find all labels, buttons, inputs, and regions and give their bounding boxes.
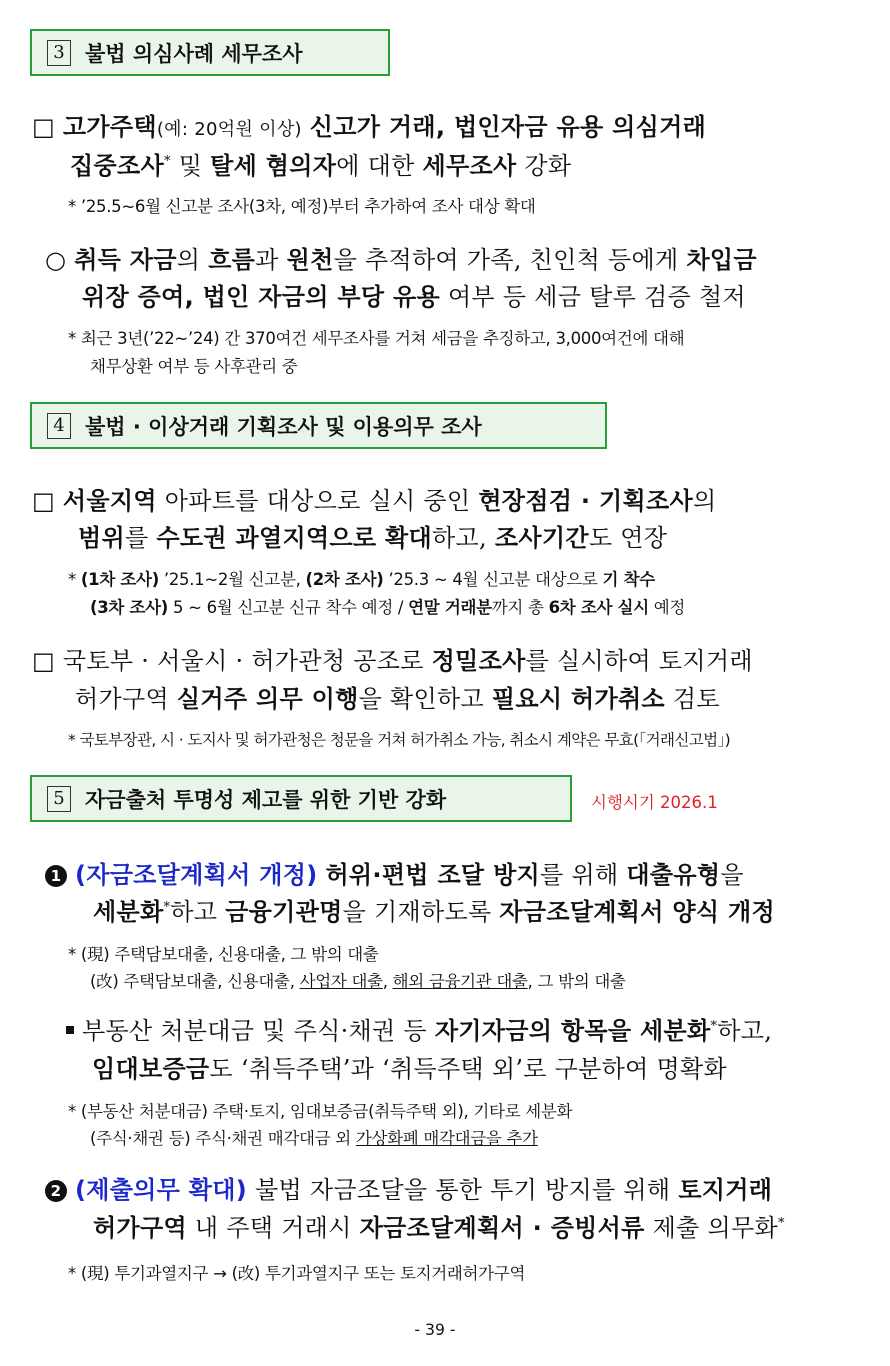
s5-sub-line1: 부동산 처분대금 및 주식·채권 등 자기자금의 항목을 세분화*하고,: [66, 1011, 772, 1046]
s4-p1-line2: 범위를 수도권 과열지역으로 확대하고, 조사기간도 연장: [78, 524, 668, 552]
s3-p1-line1: □ 고가주택(예: 20억원 이상) 신고가 거래, 법인자금 유용 의심거래: [32, 113, 707, 141]
section-5-title: 자금출처 투명성 제고를 위한 기반 강화: [85, 787, 447, 812]
section-3-header: [30, 29, 390, 76]
item-number-badge-2: 2: [45, 1180, 67, 1202]
s3-note2b: 채무상환 여부 등 사후관리 중: [90, 357, 298, 376]
s5-note2b: (주식·채권 등) 주식·채권 매각대금 외 가상화폐 매각대금을 추가: [90, 1129, 538, 1148]
s4-p2-line1: □ 국토부 · 서울시 · 허가관청 공조로 정밀조사를 실시하여 토지거래: [32, 647, 753, 675]
s3-p2-line1: ○ 취득 자금의 흐름과 원천을 추적하여 가족, 친인척 등에게 차입금: [45, 246, 757, 274]
item-number-badge-1: 1: [45, 865, 67, 887]
s5-item1-line1: 1 (자금조달계획서 개정) 허위·편법 조달 방지를 위해 대출유형을: [45, 855, 744, 890]
s5-note1b: (改) 주택담보대출, 신용대출, 사업자 대출, 해외 금융기관 대출, 그 밖의 대출: [90, 972, 626, 991]
s4-p2-line2: 허가구역 실거주 의무 이행을 확인하고 필요시 허가취소 검토: [75, 685, 720, 713]
s3-p1-line2: 집중조사* 및 탈세 혐의자에 대한 세무조사 강화: [70, 152, 572, 180]
section-4-header: [30, 402, 607, 449]
s3-p2-line2: 위장 증여, 법인 자금의 부당 유용 여부 등 세금 탈루 검증 철저: [82, 283, 746, 311]
section-3-number: 3: [47, 40, 71, 66]
s4-note3: * 국토부장관, 시 · 도지사 및 허가관청은 청문을 거쳐 허가취소 가능, 취소시 계약은 무효(「거래신고법」): [68, 731, 731, 749]
section-4-title: 불법 · 이상거래 기획조사 및 이용의무 조사: [85, 414, 482, 439]
section-4-number: 4: [47, 413, 71, 439]
s5-sub-line2: 임대보증금도 ‘취득주택’과 ‘취득주택 외’로 구분하여 명확화: [92, 1055, 727, 1083]
s5-note2a: * (부동산 처분대금) 주택·토지, 임대보증금(취득주택 외), 기타로 세분화: [68, 1102, 573, 1121]
square-bullet: [66, 1026, 74, 1034]
section-5-header: [30, 775, 572, 822]
s5-note3: * (現) 투기과열지구 → (改) 투기과열지구 또는 토지거래허가구역: [68, 1264, 526, 1283]
page-number: - 39 -: [414, 1320, 456, 1339]
s5-note1a: * (現) 주택담보대출, 신용대출, 그 밖의 대출: [68, 945, 379, 964]
s3-note2a: * 최근 3년(’22~’24) 간 370여건 세무조사를 거쳐 세금을 추징하고, 3,000여건에 대해: [68, 329, 685, 348]
effective-date-label: 시행시기 2026.1: [591, 793, 718, 812]
section-5-number: 5: [47, 786, 71, 812]
s3-note1: * ’25.5~6월 신고분 조사(3차, 예정)부터 추가하여 조사 대상 확대: [68, 197, 536, 216]
s5-item1-line2: 세분화*하고 금융기관명을 기재하도록 자금조달계획서 양식 개정: [93, 898, 776, 926]
section-3-title: 불법 의심사례 세무조사: [85, 41, 303, 66]
s5-item2-line1: 2 (제출의무 확대) 불법 자금조달을 통한 투기 방지를 위해 토지거래: [45, 1170, 772, 1205]
s4-note1: * (1차 조사) ’25.1~2월 신고분, (2차 조사) ’25.3 ~ 4월 신고분 대상으로 기 착수: [68, 570, 655, 589]
s5-item2-line2: 허가구역 내 주택 거래시 자금조달계획서 · 증빙서류 제출 의무화*: [93, 1214, 785, 1242]
s4-note2: (3차 조사) 5 ~ 6월 신고분 신규 착수 예정 / 연말 거래분까지 총 6차 조사 실시 예정: [90, 598, 686, 617]
s4-p1-line1: □ 서울지역 아파트를 대상으로 실시 중인 현장점검 · 기획조사의: [32, 487, 717, 515]
